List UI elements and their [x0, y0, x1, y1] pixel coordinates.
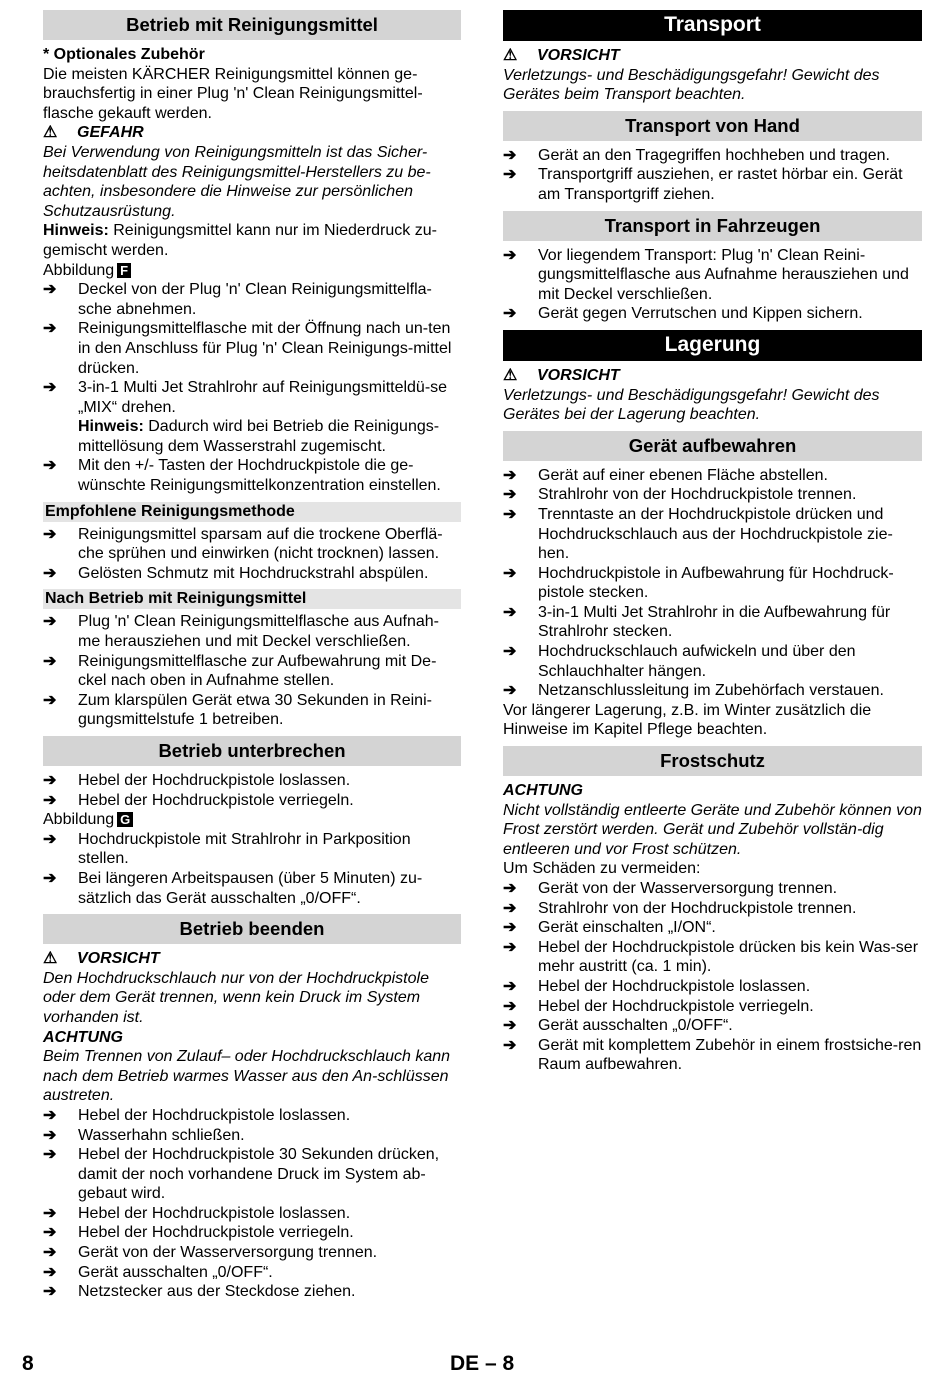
- arrow-icon: ➔: [43, 1263, 57, 1281]
- list-item: ➔ Netzanschlussleitung im Zubehörfach verstauen.: [503, 682, 884, 700]
- arrow-icon: ➔: [43, 1244, 57, 1262]
- list-item: ➔ Strahlrohr von der Hochdruckpistole trennen.: [503, 899, 857, 917]
- attention-heading: ACHTUNG: [503, 782, 583, 800]
- list-item: ➔ Hochdruckpistole mit Strahlrohr in Parkposition stellen.: [43, 830, 411, 868]
- list-item: ➔ Plug 'n' Clean Reinigungsmittelflasche aus Aufnah-me herausziehen und mit Deckel verschließen.: [43, 613, 439, 651]
- chapter-title: Transport: [503, 10, 922, 41]
- list-item: ➔ Gerät auf einer ebenen Fläche abstellen.: [503, 466, 828, 484]
- list-item: ➔ Netzstecker aus der Steckdose ziehen.: [43, 1283, 356, 1301]
- arrow-icon: ➔: [503, 899, 517, 917]
- page-number: 8: [22, 1352, 34, 1375]
- arrow-icon: ➔: [43, 1204, 57, 1222]
- paragraph: Vor längerer Lagerung, z.B. im Winter zusätzlich die Hinweise im Kapitel Pflege beachten.: [503, 701, 872, 739]
- section-title: Betrieb beenden: [43, 914, 461, 944]
- list-item: ➔ Deckel von der Plug 'n' Clean Reinigungsmittelfla-sche abnehmen.: [43, 281, 432, 318]
- left-column: [43, 10, 461, 1302]
- arrow-icon: ➔: [43, 379, 57, 397]
- warning-icon: ⚠: [43, 950, 58, 968]
- chapter-title: Lagerung: [503, 330, 922, 361]
- list-item: ➔ Gerät an den Tragegriffen hochheben und tragen.: [503, 146, 890, 164]
- arrow-icon: ➔: [43, 691, 57, 709]
- arrow-icon: ➔: [503, 919, 517, 937]
- arrow-icon: ➔: [503, 880, 517, 897]
- warning-icon: ⚠: [503, 366, 518, 384]
- warning-icon: ⚠: [43, 124, 58, 142]
- figure-label: F: [117, 263, 131, 278]
- list-item: ➔ Gerät mit komplettem Zubehör in einem frostsiche-ren Raum aufbewahren.: [503, 1036, 922, 1074]
- danger-text: Bei Verwendung von Reinigungsmitteln ist das Sicher-heitsdatenblatt des Reinigungsmittel-Herstellers zu be-achten, insbesondere die Hinweise zur persönlichen Schutzausrüstung.: [43, 143, 431, 220]
- arrow-icon: ➔: [503, 938, 517, 956]
- right-column: [503, 10, 922, 1075]
- section-title: Transport in Fahrzeugen: [503, 211, 922, 241]
- arrow-icon: ➔: [43, 652, 57, 670]
- paragraph: Die meisten KÄRCHER Reinigungsmittel können ge-brauchsfertig in einer Plug 'n' Clean Reinigungsmittel-flasche gekauft werden.: [43, 65, 423, 122]
- caution-heading: ⚠ VORSICHT: [43, 950, 160, 968]
- hint: Hinweis: Reinigungsmittel kann nur im Niederdruck zu-gemischt werden.: [43, 222, 437, 259]
- caution-heading: ⚠ VORSICHT: [503, 47, 620, 64]
- arrow-icon: ➔: [43, 613, 57, 631]
- caution-text: Verletzungs- und Beschädigungsgefahr! Gewicht des Gerätes beim Transport beachten.: [503, 66, 880, 104]
- arrow-icon: ➔: [43, 791, 57, 809]
- arrow-icon: ➔: [503, 146, 517, 164]
- attention-text: Beim Trennen von Zulauf– oder Hochdruckschlauch kann nach dem Betrieb warmes Wasser aus den An-schlüssen austreten.: [43, 1048, 451, 1105]
- list-item: ➔ Vor liegendem Transport: Plug 'n' Clean Reini-gungsmittelflasche aus Aufnahme herausziehen und mit Deckel verschließen.: [503, 246, 909, 303]
- list-item: ➔ Gerät ausschalten „0/OFF“.: [503, 1017, 733, 1035]
- subsection-title: Empfohlene Reinigungsmethode: [43, 502, 461, 522]
- section-title: Frostschutz: [503, 746, 922, 776]
- list-item: ➔ Hebel der Hochdruckpistole verriegeln.: [503, 997, 814, 1015]
- list-item: ➔ Hebel der Hochdruckpistole drücken bis kein Was-ser mehr austritt (ca. 1 min).: [503, 938, 919, 976]
- list-item: ➔ Hochdruckpistole in Aufbewahrung für Hochdruck-pistole stecken.: [503, 564, 894, 602]
- list-item: ➔ Zum klarspülen Gerät etwa 30 Sekunden in Reini-gungsmittelstufe 1 betreiben.: [43, 691, 432, 729]
- list-item: ➔ Mit den +/- Tasten der Hochdruckpistole die ge-wünschte Reinigungsmittelkonzentration einstellen.: [43, 457, 441, 495]
- attention-text: Nicht vollständig entleerte Geräte und Zubehör können von Frost zerstört werden. Gerät und Zubehör vollstän-dig entleeren und vor Frost schützen.: [503, 801, 922, 858]
- caution-text: Verletzungs- und Beschädigungsgefahr! Gewicht des Gerätes bei der Lagerung beachten.: [503, 386, 880, 424]
- arrow-icon: ➔: [43, 1224, 57, 1242]
- list-item: ➔ Reinigungsmittelflasche zur Aufbewahrung mit De-ckel nach oben in Aufnahme stellen.: [43, 652, 437, 690]
- arrow-icon: ➔: [43, 457, 57, 475]
- arrow-icon: ➔: [503, 977, 517, 995]
- list-item: ➔ 3-in-1 Multi Jet Strahlrohr in die Aufbewahrung für Strahlrohr stecken.: [503, 603, 891, 641]
- list-item: ➔ Hebel der Hochdruckpistole loslassen.: [43, 1106, 351, 1124]
- arrow-icon: ➔: [43, 772, 57, 789]
- list-item: ➔ Gerät gegen Verrutschen und Kippen sichern.: [503, 305, 863, 323]
- figure-ref: Abbildung G: [43, 810, 461, 830]
- list-item: ➔ Gerät einschalten „I/ON“.: [503, 919, 716, 937]
- page-label: DE – 8: [450, 1352, 515, 1375]
- arrow-icon: ➔: [43, 1283, 57, 1301]
- arrow-icon: ➔: [503, 997, 517, 1015]
- arrow-icon: ➔: [43, 564, 57, 582]
- list-item: ➔ Reinigungsmittel sparsam auf die trockene Oberflä-che sprühen und einwirken (nicht trocknen) lassen.: [43, 525, 443, 563]
- arrow-icon: ➔: [503, 564, 517, 582]
- list-item: ➔ Trenntaste an der Hochdruckpistole drücken und Hochdruckschlauch aus der Hochdruckpistole zie-hen.: [503, 505, 893, 563]
- list-item: ➔ Bei längeren Arbeitspausen (über 5 Minuten) zu-sätzlich das Gerät ausschalten „0/OFF“.: [43, 869, 423, 907]
- arrow-icon: ➔: [503, 643, 517, 661]
- arrow-icon: ➔: [503, 505, 517, 523]
- list-item: ➔ Reinigungsmittelflasche mit der Öffnung nach un-ten in den Anschluss für Plug 'n' Clean Reinigungs-mittel drücken.: [43, 320, 452, 377]
- arrow-icon: ➔: [503, 1017, 517, 1035]
- arrow-icon: ➔: [503, 246, 517, 264]
- list-item: ➔ Hebel der Hochdruckpistole loslassen.: [43, 1204, 351, 1222]
- figure-ref: Abbildung F: [43, 261, 461, 281]
- section-title: Gerät aufbewahren: [503, 431, 922, 461]
- paragraph: Um Schäden zu vermeiden:: [503, 860, 701, 878]
- list-item: ➔ Gerät ausschalten „0/OFF“.: [43, 1263, 273, 1281]
- list-item: ➔ Hebel der Hochdruckpistole verriegeln.: [43, 1224, 354, 1242]
- arrow-icon: ➔: [503, 486, 517, 504]
- arrow-icon: ➔: [43, 1106, 57, 1124]
- caution-text: Den Hochdruckschlauch nur von der Hochdruckpistole oder dem Gerät trennen, wenn kein Druck im System vorhanden ist.: [43, 969, 429, 1026]
- caution-heading: ⚠ VORSICHT: [503, 366, 620, 384]
- arrow-icon: ➔: [503, 305, 517, 323]
- arrow-icon: ➔: [503, 603, 517, 621]
- section-title: Transport von Hand: [503, 111, 922, 141]
- list-item: ➔ Hebel der Hochdruckpistole verriegeln.: [43, 791, 354, 809]
- list-item: ➔ Wasserhahn schließen.: [43, 1126, 245, 1144]
- arrow-icon: ➔: [43, 1146, 57, 1164]
- arrow-icon: ➔: [43, 320, 57, 338]
- arrow-icon: ➔: [503, 166, 517, 184]
- warning-icon: ⚠: [503, 47, 518, 64]
- arrow-icon: ➔: [43, 1126, 57, 1144]
- step-hint: Hinweis: Dadurch wird bei Betrieb die Reinigungs-mittellösung dem Wasserstrahl zugemischt.: [78, 418, 440, 455]
- list-item: ➔ Transportgriff ausziehen, er rastet hörbar ein. Gerät am Transportgriff ziehen.: [503, 166, 903, 203]
- list-item: ➔ Strahlrohr von der Hochdruckpistole trennen.: [503, 486, 857, 504]
- list-item: ➔ Gerät von der Wasserversorgung trennen.: [503, 880, 838, 897]
- list-item: ➔ 3-in-1 Multi Jet Strahlrohr auf Reinigungsmitteldü-se „MIX“ drehen.: [43, 379, 448, 416]
- list-item: ➔ Hebel der Hochdruckpistole loslassen.: [503, 977, 811, 995]
- arrow-icon: ➔: [43, 830, 57, 848]
- section-title: Betrieb mit Reinigungsmittel: [43, 10, 461, 40]
- list-item: ➔ Hebel der Hochdruckpistole loslassen.: [43, 772, 351, 789]
- list-item: ➔ Hebel der Hochdruckpistole 30 Sekunden drücken, damit der noch vorhandene Druck im System ab-gebaut wird.: [43, 1146, 440, 1203]
- list-item: ➔ Gerät von der Wasserversorgung trennen.: [43, 1244, 378, 1262]
- danger-heading: ⚠ GEFAHR: [43, 124, 144, 142]
- list-item: ➔ Gelösten Schmutz mit Hochdruckstrahl abspülen.: [43, 564, 429, 582]
- arrow-icon: ➔: [503, 1036, 517, 1054]
- arrow-icon: ➔: [43, 869, 57, 887]
- subsection-title: Nach Betrieb mit Reinigungsmittel: [43, 589, 461, 609]
- arrow-icon: ➔: [43, 281, 57, 299]
- optional-note: * Optionales Zubehör: [43, 46, 205, 63]
- arrow-icon: ➔: [43, 525, 57, 543]
- list-item: ➔ Hochdruckschlauch aufwickeln und über den Schlauchhalter hängen.: [503, 643, 856, 680]
- attention-heading: ACHTUNG: [43, 1028, 123, 1046]
- section-title: Betrieb unterbrechen: [43, 736, 461, 766]
- figure-label: G: [117, 812, 133, 827]
- step-list: [43, 280, 461, 496]
- arrow-icon: ➔: [503, 682, 517, 700]
- arrow-icon: ➔: [503, 466, 517, 484]
